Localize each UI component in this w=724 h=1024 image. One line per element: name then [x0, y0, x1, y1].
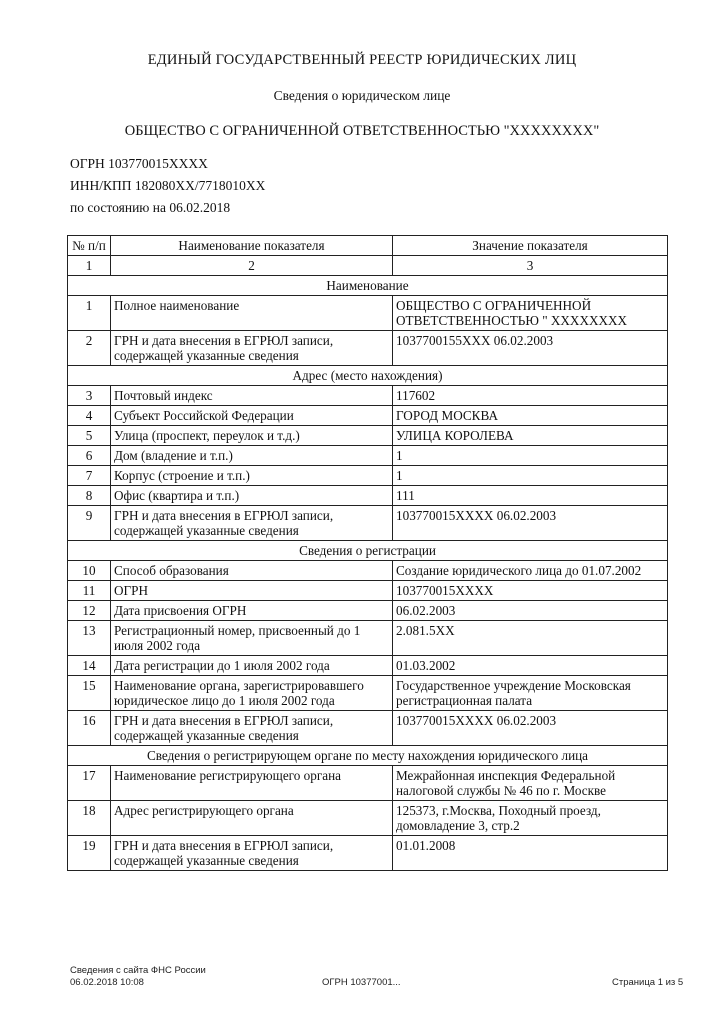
section-title: Сведения о регистрации — [68, 541, 668, 561]
table-row — [68, 466, 668, 486]
row-indicator: Офис (квартира и т.п.) — [111, 486, 393, 506]
section-row — [68, 276, 668, 296]
row-value: 01.01.2008 — [393, 836, 668, 871]
row-indicator: Улица (проспект, переулок и т.д.) — [111, 426, 393, 446]
section-row — [68, 541, 668, 561]
table-row — [68, 506, 668, 541]
row-value: 103770015XXXX 06.02.2003 — [393, 506, 668, 541]
row-number: 4 — [68, 406, 111, 426]
section-row — [68, 746, 668, 766]
row-indicator: ГРН и дата внесения в ЕГРЮЛ записи, содержащей указанные сведения — [111, 711, 393, 746]
row-number: 10 — [68, 561, 111, 581]
row-value: 103770015XXXX 06.02.2003 — [393, 711, 668, 746]
document-subtitle: Сведения о юридическом лице — [273, 88, 451, 103]
row-indicator: ГРН и дата внесения в ЕГРЮЛ записи, содержащей указанные сведения — [111, 836, 393, 871]
table-row — [68, 836, 668, 871]
table-header-row — [68, 236, 668, 256]
row-value: 2.081.5XX — [393, 621, 668, 656]
column-header: Наименование показателя — [111, 236, 393, 256]
table-row — [68, 656, 668, 676]
company-name: ОБЩЕСТВО С ОГРАНИЧЕННОЙ ОТВЕТСТВЕННОСТЬЮ "XXXXXXXX" — [124, 123, 600, 139]
row-number: 3 — [68, 386, 111, 406]
row-number: 8 — [68, 486, 111, 506]
page-number: Страница 1 из 5 — [612, 977, 684, 988]
row-indicator: Адрес регистрирующего органа — [111, 801, 393, 836]
row-number: 15 — [68, 676, 111, 711]
table-row — [68, 561, 668, 581]
section-row — [68, 366, 668, 386]
as-of-date: по состоянию на 06.02.2018 — [70, 200, 231, 215]
row-number: 5 — [68, 426, 111, 446]
row-number: 18 — [68, 801, 111, 836]
row-number: 1 — [68, 296, 111, 331]
ogrn-line: ОГРН 103770015XXXX — [70, 156, 208, 171]
table-row — [68, 331, 668, 366]
table-row — [68, 486, 668, 506]
table-row — [68, 296, 668, 331]
column-header: Значение показателя — [393, 236, 668, 256]
row-value: 103770015XXXX — [393, 581, 668, 601]
section-title: Наименование — [68, 276, 668, 296]
row-value: 1 — [393, 466, 668, 486]
inn-kpp-line: ИНН/КПП 182080XX/7718010XX — [70, 178, 266, 193]
row-value: ОБЩЕСТВО С ОГРАНИЧЕННОЙ ОТВЕТСТВЕННОСТЬЮ " XXXXXXXX — [393, 296, 668, 331]
row-indicator: Дом (владение и т.п.) — [111, 446, 393, 466]
row-number: 2 — [68, 331, 111, 366]
section-title: Сведения о регистрирующем органе по месту нахождения юридического лица — [68, 746, 668, 766]
row-indicator: Полное наименование — [111, 296, 393, 331]
row-value: 117602 — [393, 386, 668, 406]
footer-datetime: 06.02.2018 10:08 — [70, 977, 144, 988]
table-row — [68, 601, 668, 621]
column-number: 1 — [68, 256, 111, 276]
row-number: 11 — [68, 581, 111, 601]
row-value: Межрайонная инспекция Федеральной налоговой службы № 46 по г. Москве — [393, 766, 668, 801]
row-value: 125373, г.Москва, Походный проезд, домовладение 3, стр.2 — [393, 801, 668, 836]
row-indicator: Наименование органа, зарегистрировавшего юридическое лицо до 1 июля 2002 года — [111, 676, 393, 711]
row-value: Создание юридического лица до 01.07.2002 — [393, 561, 668, 581]
row-indicator: Способ образования — [111, 561, 393, 581]
row-indicator: Дата регистрации до 1 июля 2002 года — [111, 656, 393, 676]
row-number: 17 — [68, 766, 111, 801]
table-row — [68, 386, 668, 406]
row-number: 6 — [68, 446, 111, 466]
row-indicator: Корпус (строение и т.п.) — [111, 466, 393, 486]
row-value: 01.03.2002 — [393, 656, 668, 676]
row-indicator: Почтовый индекс — [111, 386, 393, 406]
column-header: № п/п — [68, 236, 111, 256]
column-number: 3 — [393, 256, 668, 276]
row-indicator: Регистрационный номер, присвоенный до 1 июля 2002 года — [111, 621, 393, 656]
row-value: ГОРОД МОСКВА — [393, 406, 668, 426]
footer-ogrn: ОГРН 10377001... — [322, 977, 401, 988]
egrul-table — [67, 235, 668, 871]
table-row — [68, 621, 668, 656]
row-indicator: Дата присвоения ОГРН — [111, 601, 393, 621]
row-number: 9 — [68, 506, 111, 541]
row-indicator: Наименование регистрирующего органа — [111, 766, 393, 801]
table-row — [68, 676, 668, 711]
table-row — [68, 801, 668, 836]
table-row — [68, 406, 668, 426]
row-value: 06.02.2003 — [393, 601, 668, 621]
register-title: ЕДИНЫЙ ГОСУДАРСТВЕННЫЙ РЕЕСТР ЮРИДИЧЕСКИХ ЛИЦ — [147, 52, 577, 68]
row-indicator: ГРН и дата внесения в ЕГРЮЛ записи, содержащей указанные сведения — [111, 506, 393, 541]
table-row — [68, 581, 668, 601]
row-value: Государственное учреждение Московская регистрационная палата — [393, 676, 668, 711]
row-number: 12 — [68, 601, 111, 621]
row-value: 111 — [393, 486, 668, 506]
row-indicator: ГРН и дата внесения в ЕГРЮЛ записи, содержащей указанные сведения — [111, 331, 393, 366]
table-row — [68, 426, 668, 446]
column-number: 2 — [111, 256, 393, 276]
row-value: 1 — [393, 446, 668, 466]
row-number: 14 — [68, 656, 111, 676]
row-number: 13 — [68, 621, 111, 656]
row-value: УЛИЦА КОРОЛЕВА — [393, 426, 668, 446]
table-header-numbers — [68, 256, 668, 276]
table-row — [68, 446, 668, 466]
table-row — [68, 766, 668, 801]
footer-source: Сведения с сайта ФНС России — [70, 965, 206, 976]
row-value: 1037700155XXX 06.02.2003 — [393, 331, 668, 366]
row-indicator: Субъект Российской Федерации — [111, 406, 393, 426]
row-number: 19 — [68, 836, 111, 871]
row-number: 16 — [68, 711, 111, 746]
row-indicator: ОГРН — [111, 581, 393, 601]
row-number: 7 — [68, 466, 111, 486]
table-row — [68, 711, 668, 746]
section-title: Адрес (место нахождения) — [68, 366, 668, 386]
